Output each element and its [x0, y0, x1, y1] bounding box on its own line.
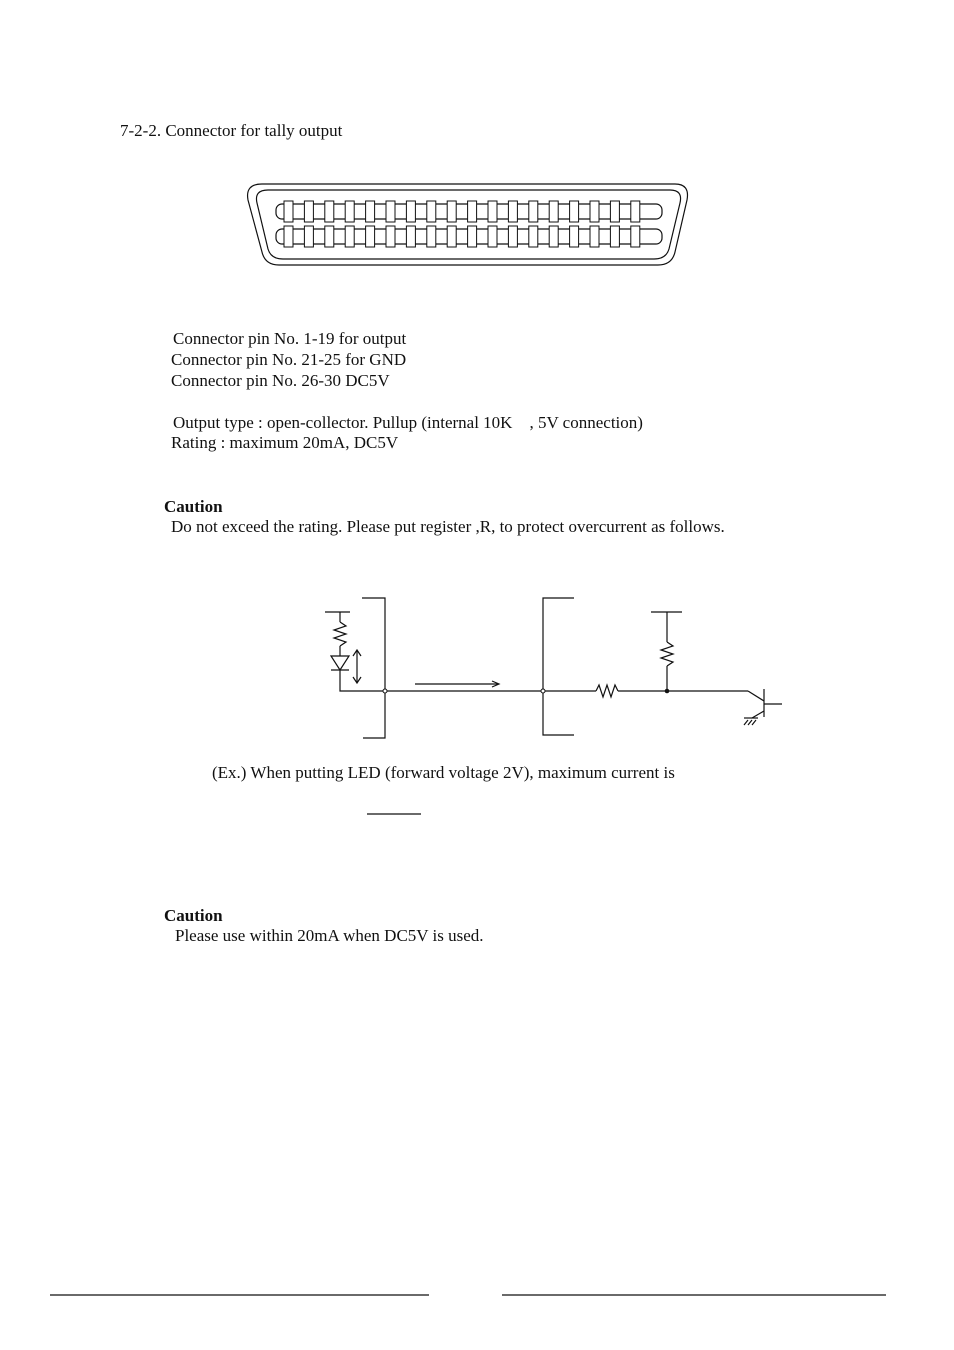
caution-text: Do not exceed the rating. Please put register ,R, to protect overcurrent as follows.	[171, 517, 725, 536]
example-text: (Ex.) When putting LED (forward voltage 2V), maximum current is	[212, 763, 675, 782]
caution-heading-2: Caution	[164, 906, 223, 925]
caution-heading: Caution	[164, 497, 223, 516]
caution-text-2: Please use within 20mA when DC5V is used.	[175, 926, 484, 945]
pin-output-line: Connector pin No. 1-19 for output	[173, 329, 407, 348]
pin-dc5v-line: Connector pin No. 26-30 DC5V	[171, 371, 390, 390]
rating-line: Rating : maximum 20mA, DC5V	[171, 433, 399, 452]
pin-gnd-line: Connector pin No. 21-25 for GND	[171, 350, 407, 369]
section-heading: 7-2-2. Connector for tally output	[120, 121, 343, 140]
output-type-line: Output type : open-collector. Pullup (internal 10K , 5V connection)	[173, 413, 643, 432]
